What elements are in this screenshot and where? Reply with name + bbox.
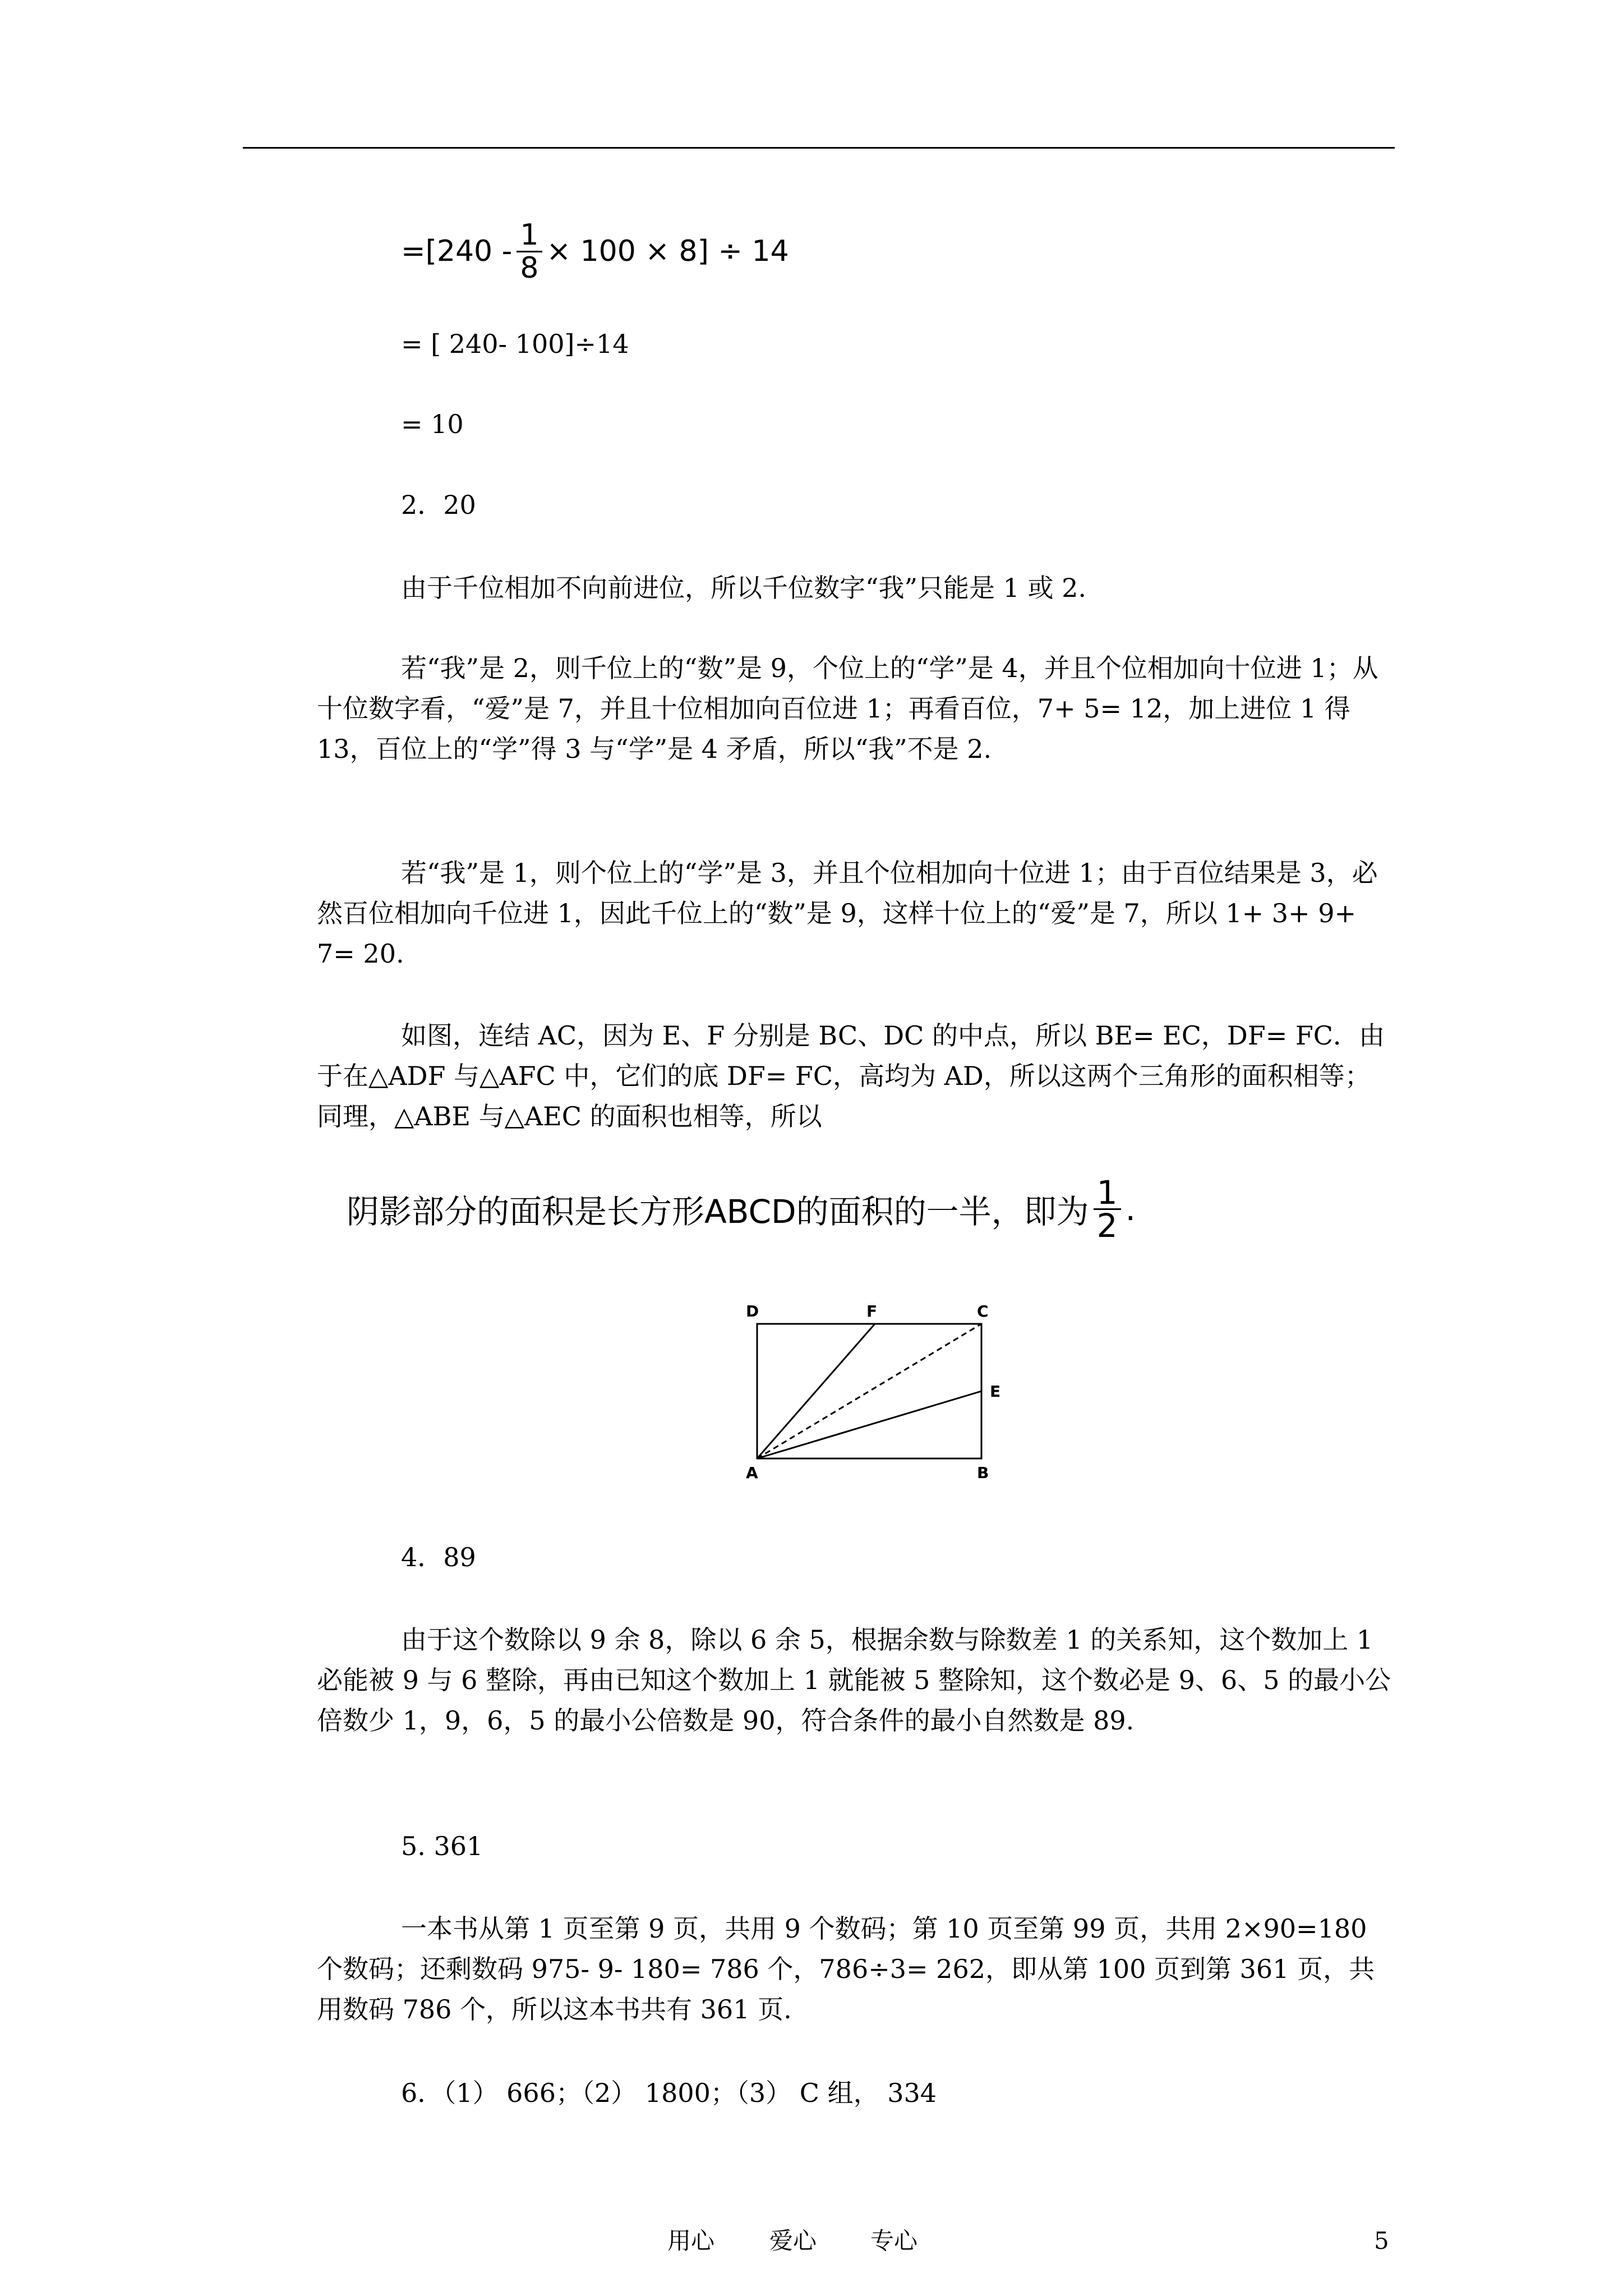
formula-line-1 (401, 215, 789, 288)
conclusion-text: 阴影部分的面积是长方形ABCD的面积的一半，即为 (347, 1193, 1089, 1231)
vertex-label-c: C (977, 1302, 989, 1320)
fraction-denominator: 2 (1096, 1206, 1118, 1245)
formula-suffix: × 100 × 8] ÷ 14 (546, 234, 789, 268)
footer-motto-1: 用心 (667, 2227, 715, 2254)
vertex-label-e: E (990, 1382, 1001, 1401)
fraction-one-half (1094, 1173, 1121, 1245)
answer-5-label: 5. 361 (401, 1831, 483, 1861)
vertex-label-f: F (866, 1302, 878, 1320)
answer-2-label: 2．20 (401, 490, 476, 520)
answer-4-label: 4．89 (401, 1542, 476, 1572)
answer-5-paragraph: 一本书从第 1 页至第 9 页，共用 9 个数码；第 10 页至第 99 页，共用 2×90=180 个数码；还剩数码 975- 9- 180= 786 个，786÷3= 262，即从第 100 页到第 361 页，共用数码 786 个，所以这本书共有 361 页. (317, 1913, 1375, 2024)
rectangle-abcd-figure (735, 1293, 1026, 1484)
header-rule (243, 147, 1395, 149)
answer-4-paragraph: 由于这个数除以 9 余 8，除以 6 余 5，根据余数与除数差 1 的关系知，这个数加上 1 必能被 9 与 6 整除，再由已知这个数加上 1 就能被 5 整除知，这个数必是 9、6、5 的最小公倍数少 1，9，6，5 的最小公倍数是 90，符合条件的最小自然数是 89. (317, 1625, 1391, 1736)
formula-line-2: = [ 240- 100]÷14 (401, 329, 629, 359)
segment-ac-dashed (757, 1324, 981, 1458)
answer-3-paragraph: 如图，连结 AC，因为 E、F 分别是 BC、DC 的中点，所以 BE= EC，DF= FC．由于在△ADF 与△AFC 中，它们的底 DF= FC，高均为 AD，所以这两个三角形的面积相等；同理，△ABE 与△AEC 的面积也相等，所以 (317, 1020, 1385, 1131)
segment-ae (757, 1391, 981, 1458)
conclusion-end: . (1125, 1190, 1136, 1228)
fraction-numerator: 1 (517, 219, 542, 252)
answer-2-paragraph-1: 由于千位相加不向前进位，所以千位数字“我”只能是 1 或 2. (401, 573, 1087, 603)
segment-af (757, 1324, 875, 1458)
vertex-label-b: B (977, 1464, 989, 1482)
answer-3-conclusion (347, 1172, 1136, 1245)
footer-motto-2: 爱心 (769, 2227, 817, 2254)
vertex-label-d: D (746, 1302, 759, 1320)
formula-prefix: =[240 - (401, 234, 513, 268)
answer-2-paragraph-2: 若“我”是 2，则千位上的“数”是 9，个位上的“学”是 4，并且个位相加向十位进 1；从十位数字看，“爱”是 7，并且十位相加向百位进 1；再看百位，7+ 5= 12，加上进位 1 得 13，百位上的“学”得 3 与“学”是 4 矛盾，所以“我”不是 2. (317, 653, 1378, 764)
vertex-label-a: A (746, 1464, 758, 1482)
answer-6-label: 6．（1） 666；（2） 1800；（3） C 组， 334 (401, 2078, 937, 2108)
formula-line-3: = 10 (401, 409, 464, 439)
page-number: 5 (1374, 2227, 1389, 2254)
footer-motto-3: 专心 (870, 2227, 918, 2254)
answer-2-paragraph-3: 若“我”是 1，则个位上的“学”是 3，并且个位相加向十位进 1；由于百位结果是 3，必然百位相加向千位进 1，因此千位上的“数”是 9，这样十位上的“爱”是 7，所以 1+ 3+ 9+ 7= 20. (317, 858, 1378, 969)
fraction-denominator: 8 (520, 251, 539, 285)
fraction-numerator: 1 (1094, 1177, 1121, 1210)
fraction-one-eighth (517, 219, 542, 284)
